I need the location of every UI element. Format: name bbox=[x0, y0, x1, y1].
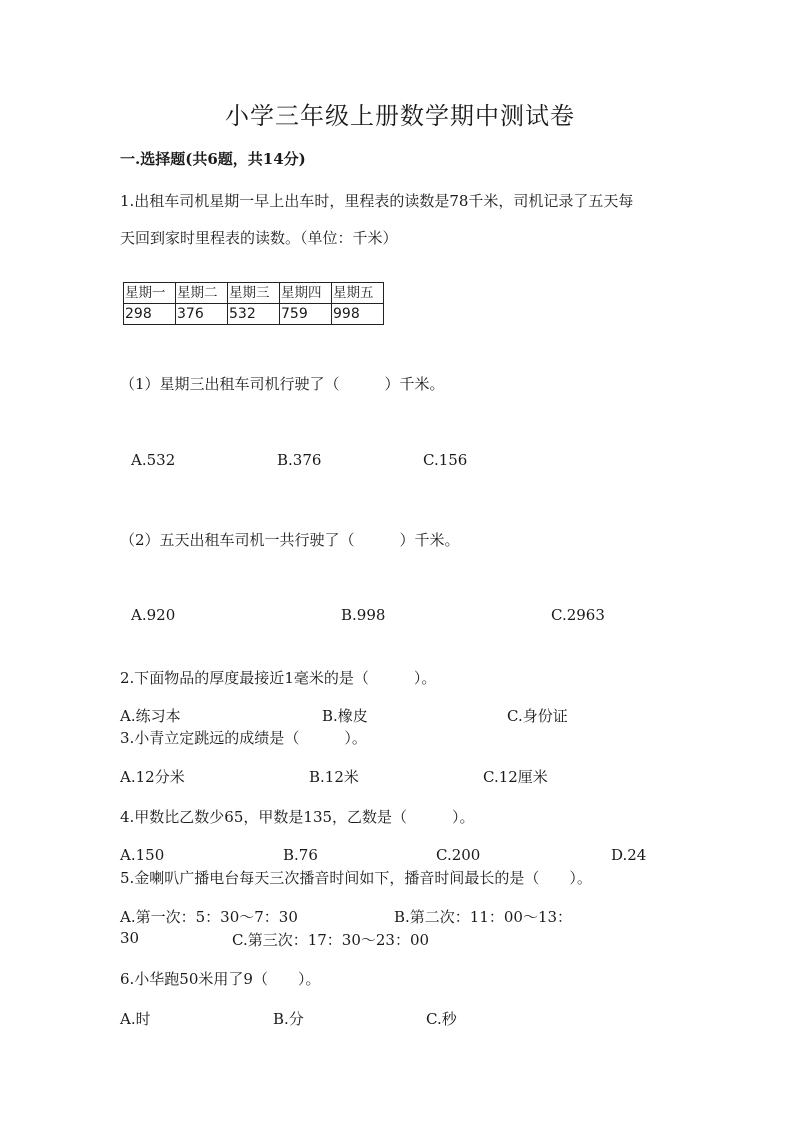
table-cell: 759 bbox=[280, 304, 332, 325]
table-header-cell: 星期五 bbox=[332, 283, 384, 304]
option-a[interactable]: A.12分米 bbox=[120, 768, 185, 786]
option-b[interactable]: B.998 bbox=[341, 606, 386, 624]
table-cell: 998 bbox=[332, 304, 384, 325]
table-cell: 376 bbox=[176, 304, 228, 325]
option-a[interactable]: A.532 bbox=[131, 451, 176, 469]
table-row bbox=[124, 304, 384, 325]
table-cell: 298 bbox=[124, 304, 176, 325]
question-1-line-1: 1.出租车司机星期一早上出车时，里程表的读数是78千米，司机记录了五天每 bbox=[120, 192, 634, 210]
table-cell: 532 bbox=[228, 304, 280, 325]
question-3: 3.小青立定跳远的成绩是（ ）。 bbox=[120, 729, 367, 747]
question-6: 6.小华跑50米用了9（ ）。 bbox=[120, 970, 321, 988]
question-2: 2.下面物品的厚度最接近1毫米的是（ ）。 bbox=[120, 669, 437, 687]
option-a[interactable]: A.第一次：5：30～7：30 bbox=[120, 908, 298, 926]
question-1-sub-2: （2）五天出租车司机一共行驶了（ ）千米。 bbox=[120, 531, 460, 549]
question-1-line-2: 天回到家时里程表的读数。（单位：千米） bbox=[120, 229, 398, 247]
table-header-cell: 星期二 bbox=[176, 283, 228, 304]
option-c[interactable]: C.秒 bbox=[426, 1010, 457, 1028]
page-title: 小学三年级上册数学期中测试卷 bbox=[225, 102, 575, 130]
option-a[interactable]: A.时 bbox=[120, 1010, 151, 1028]
option-b[interactable]: B.第二次：11：00～13： bbox=[394, 908, 573, 926]
option-b[interactable]: B.76 bbox=[283, 846, 318, 864]
option-d[interactable]: D.24 bbox=[611, 846, 647, 864]
option-b[interactable]: B.376 bbox=[277, 451, 322, 469]
option-c[interactable]: C.身份证 bbox=[507, 707, 568, 725]
option-c[interactable]: C.200 bbox=[436, 846, 481, 864]
option-b[interactable]: B.橡皮 bbox=[322, 707, 368, 725]
question-5: 5.金喇叭广播电台每天三次播音时间如下，播音时间最长的是（ ）。 bbox=[120, 869, 592, 887]
question-4: 4.甲数比乙数少65，甲数是135，乙数是（ ）。 bbox=[120, 808, 475, 826]
table-header-row bbox=[124, 283, 384, 304]
option-c[interactable]: C.156 bbox=[423, 451, 468, 469]
option-b[interactable]: B.12米 bbox=[309, 768, 359, 786]
option-a[interactable]: A.练习本 bbox=[120, 707, 181, 725]
table-header-cell: 星期一 bbox=[124, 283, 176, 304]
option-c[interactable]: C.12厘米 bbox=[483, 768, 548, 786]
option-b[interactable]: B.分 bbox=[273, 1010, 304, 1028]
option-c[interactable]: C.第三次：17：30～23：00 bbox=[232, 931, 430, 949]
option-b-continued[interactable]: 30 bbox=[120, 929, 140, 947]
odometer-table bbox=[123, 282, 384, 325]
table-header-cell: 星期三 bbox=[228, 283, 280, 304]
option-a[interactable]: A.920 bbox=[131, 606, 176, 624]
option-c[interactable]: C.2963 bbox=[551, 606, 605, 624]
section-heading: 一.选择题(共6题，共14分) bbox=[120, 150, 306, 168]
question-1-sub-1: （1）星期三出租车司机行驶了（ ）千米。 bbox=[120, 375, 445, 393]
table-header-cell: 星期四 bbox=[280, 283, 332, 304]
option-a[interactable]: A.150 bbox=[120, 846, 165, 864]
